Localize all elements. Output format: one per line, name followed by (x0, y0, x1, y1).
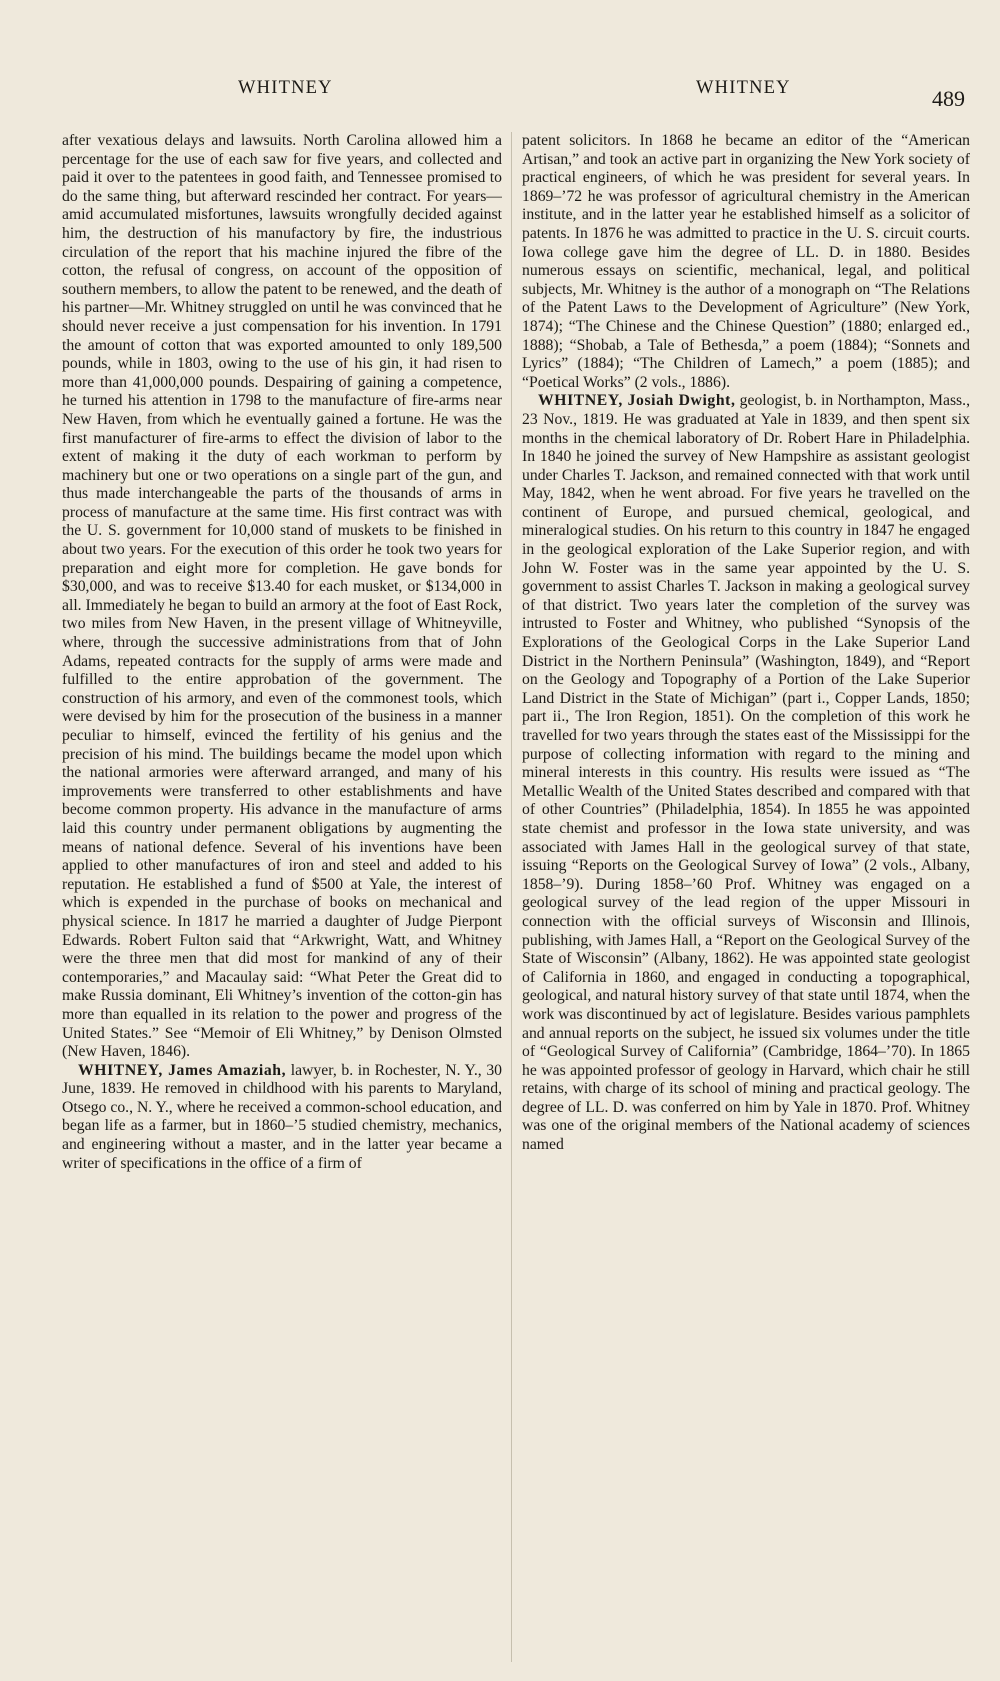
paragraph-james-whitney-continued: patent solicitors. In 1868 he became an editor of the “American Artisan,” and took an active part in organizing the New York society of practical engineers, of which he was president for several years. In 1869–’72 he was professor of agricultural chemistry in the American institute, and in the latter year he established himself as a solicitor of patents. In 1876 he was admitted to practice in the U. S. circuit courts. Iowa college gave him the degree of LL. D. in 1880. Besides numerous essays on scientific, mechanical, legal, and political subjects, Mr. Whitney is the author of a monograph on “The Relations of the Patent Laws to the Development of Agriculture” (New York, 1874); “The Chinese and the Chinese Question” (1880; enlarged ed., 1888); “Shobab, a Tale of Bethesda,” a poem (1884); “Sonnets and Lyrics” (1884); “The Children of Lamech,” a poem (1885); and “Poetical Works” (2 vols., 1886). (522, 132, 970, 391)
entry-body: geologist, b. in Northampton, Mass., 23 Nov., 1819. He was graduated at Yale in 1839, and then spent six months in the chemical laboratory of Dr. Robert Hare in Philadelphia. In 1840 he joined the survey of New Hampshire as assistant geologist under Charles T. Jackson, and remained connected with that work until May, 1842, when he went abroad. For five years he travelled on the continent of Europe, and pursued chemical, geological, and mineralogical studies. On his return to this country in 1847 he engaged in the geological exploration of the Lake Superior region, and with John W. Foster was in the same year appointed by the U. S. government to assist Charles T. Jackson in making a geological survey of that district. Two years later the completion of the survey was intrusted to Foster and Whitney, who published “Synopsis of the Explorations of the Geological Corps in the Lake Superior Land District in the Northern Peninsula” (Washington, 1849), and “Report on the Geology and Topography of a Portion of the Lake Superior Land District in the State of Michigan” (part i., Copper Lands, 1850; part ii., The Iron Region, 1851). On the completion of this work he travelled for two years through the states east of the Mississippi for the purpose of collecting information with regard to the mining and mineral interests in this country. His results were issued as “The Metallic Wealth of the United States described and compared with that of other Countries” (Philadelphia, 1854). In 1855 he was appointed state chemist and professor in the Iowa state university, and was associated with James Hall in the geological survey of that state, issuing “Reports on the Geological Survey of Iowa” (2 vols., Albany, 1858–’9). During 1858–’60 Prof. Whitney was engaged on a geological survey of the lead region of the upper Missouri in connection with the official surveys of Wisconsin and Illinois, publishing, with James Hall, a “Report on the Geological Survey of the State of Wisconsin” (Albany, 1862). He was appointed state geologist of California in 1860, and engaged in conducting a topographical, geological, and natural history survey of that state until 1874, when the work was discontinued by act of legislature. Besides various pamphlets and annual reports on the subject, he issued six volumes under the title of “Geological Survey of California” (Cambridge, 1864–’70). In 1865 he was appointed professor of geology in Harvard, which chair he still retains, with charge of its school of mining and practical geology. The degree of LL. D. was conferred on him by Yale in 1870. Prof. Whitney was one of the original members of the National academy of sciences named (522, 392, 970, 1154)
paragraph-eli-whitney-continued: after vexatious delays and lawsuits. North Carolina allowed him a percentage for the use of each saw for five years, and collected and paid it over to the patentees in good faith, and Tennessee promised to do the same thing, but afterward rescinded her contract. For years—amid accumulated misfortunes, lawsuits wrongfully decided against him, the destruction of his manufactory by fire, the industrious circulation of the report that his machine injured the fibre of the cotton, the refusal of congress, on account of the opposition of southern members, to allow the patent to be renewed, and the death of his partner—Mr. Whitney struggled on until he was convinced that he should never receive a just compensation for his invention. In 1791 the amount of cotton that was exported amounted to only 189,500 pounds, while in 1803, owing to the use of his gin, it had risen to more than 41,000,000 pounds. Despairing of gaining a competence, he turned his attention in 1798 to the manufacture of fire-arms near New Haven, from which he eventually gained a fortune. He was the first manufacturer of fire-arms to effect the division of labor to the extent of making it the duty of each workman to perform by machinery but one or two operations on a single part of the gun, and thus made interchangeable the parts of the thousands of arms in process of manufacture at the same time. His first contract was with the U. S. government for 10,000 stand of muskets to be finished in about two years. For the execution of this order he took two years for preparation and eight more for completion. He gave bonds for $30,000, and was to receive $13.40 for each musket, or $134,000 in all. Immediately he began to build an armory at the foot of East Rock, two miles from New Haven, in the present village of Whitneyville, where, through the successive administrations from that of John Adams, repeated contracts for the supply of arms were made and fulfilled to the entire approbation of the government. The construction of his armory, and even of the commonest tools, which were devised by him for the prosecution of the business in a manner peculiar to himself, evinced the fertility of his genius and the precision of his mind. The buildings became the model upon which the national armories were afterward arranged, and many of his improvements were transferred to other establishments and have become common property. His advance in the manufacture of arms laid this country under permanent obligations by augmenting the means of national defence. Several of his inventions have been applied to other manufactures of iron and steel and added to his reputation. He established a fund of $500 at Yale, the interest of which is expended in the purchase of books on mechanical and physical science. In 1817 he married a daughter of Judge Pierpont Edwards. Robert Fulton said that “Arkwright, Watt, and Whitney were the three men that did most for mankind of any of their contemporaries,” and Macaulay said: “What Peter the Great did to make Russia dominant, Eli Whitney’s invention of the cotton-gin has more than equalled in its relation to the power and progress of the United States.” See “Memoir of Eli Whitney,” by Denison Olmsted (New Haven, 1846). (62, 132, 502, 1061)
page-number: 489 (932, 86, 965, 111)
entry-heading: WHITNEY, Josiah Dwight, (538, 392, 736, 410)
running-head-left: WHITNEY (238, 78, 333, 98)
column-divider (511, 132, 512, 1662)
entry-body: lawyer, b. in Rochester, N. Y., 30 June, 1839. He removed in childhood with his parents to Maryland, Otsego co., N. Y., where he received a common-school education, and began life as a farmer, but in 1860–’5 studied chemistry, mechanics, and engineering without a master, and in the latter year became a writer of specifications in the office of a firm of (62, 1061, 502, 1172)
right-column (522, 132, 970, 1672)
entry-heading: WHITNEY, James Amaziah, (78, 1061, 287, 1079)
running-head-right: WHITNEY (696, 78, 791, 98)
left-column (62, 132, 502, 1672)
entry-josiah-dwight-whitney (522, 392, 970, 1154)
entry-james-amaziah-whitney (62, 1062, 502, 1174)
